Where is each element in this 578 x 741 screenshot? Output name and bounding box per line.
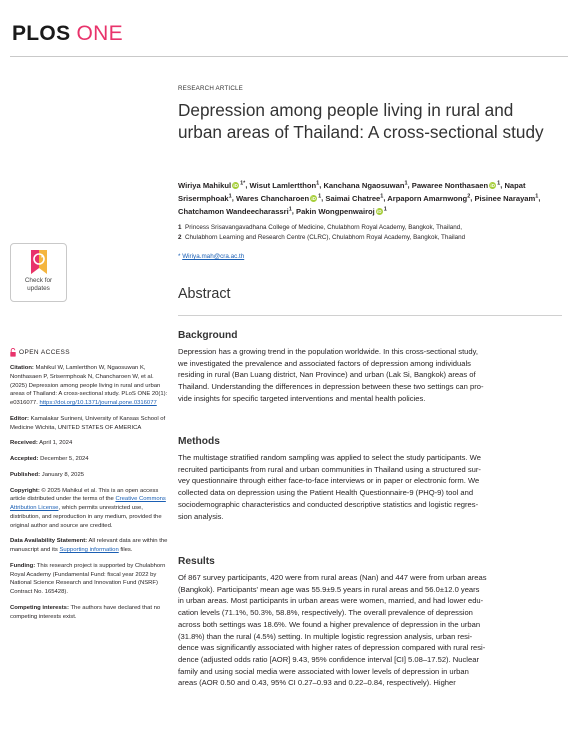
paragraph-line: vey questionnaire through either face-to-face interviews or in paper or electronic form. We [178, 476, 480, 486]
journal-logo-plos: PLOS [12, 22, 71, 45]
license-link[interactable]: Creative Commons Attribution License [10, 496, 166, 511]
affiliation-marker: 1 [316, 180, 320, 186]
header-divider [10, 56, 568, 57]
affiliation-marker: 1 [380, 193, 384, 200]
author-name[interactable]: Arpaporn Amarnwong$^2$ [387, 193, 471, 203]
author-name[interactable]: Napat Srisermphoak$^1$ [178, 180, 526, 203]
orcid-icon[interactable]: iD [377, 209, 382, 215]
bookmark-refresh-icon [28, 248, 50, 276]
affiliation-marker: 1 [240, 180, 244, 186]
paragraph-line: Depression has a growing trend in the population worldwide. In this cross-sectional study, [178, 347, 478, 356]
affiliation-marker: 1 [288, 206, 292, 213]
supporting-information-link[interactable]: Supporting information [59, 547, 119, 553]
background-paragraph [178, 346, 560, 405]
paragraph-line: dence (adjusted odds ratio [AOR] 9.43, 95% confidence interval [CI] 5.08–17.52). Nuclear [178, 654, 479, 664]
article-title: Depression among people living in rural and urban areas of Thailand: A cross-sectional study [178, 100, 544, 142]
open-lock-icon [10, 348, 16, 357]
author-name[interactable]: Pakin Wongpenwairoj iD $^1$ [296, 206, 387, 216]
affiliation-1: 1 Princess Srisavangavadhana College of Medicine, Chulabhorn Royal Academy, Bangkok, Thailand, [178, 224, 462, 231]
paragraph-line: sociodemographic characteristics and conducted descriptive statistics and logistic regres- [178, 499, 479, 509]
doi-link[interactable]: https://doi.org/10.1371/journal.pone.0316077 [39, 400, 157, 406]
results-paragraph [178, 572, 560, 689]
corresponding-mark: * [178, 253, 181, 260]
affiliation-marker: 1 [228, 193, 232, 200]
methods-paragraph [178, 452, 560, 522]
paragraph-line: cation levels (71.1%, 50.3%, 58.8%, respectively). The overall prevalence of depression [178, 608, 473, 618]
article-info-sidebar [10, 364, 168, 628]
copyright-block: Copyright: © 2025 Mahikul et al. This is an open access article distributed under the terms of the Creative Commons Attribution License, which permits unrestricted use, distribution, and reproduction in any medium, provided the original author and source are credited. [10, 487, 166, 529]
author-name[interactable]: Wiriya Mahikul iD $^{1*}$ [178, 180, 246, 190]
author-name[interactable]: Pisinee Narayam$^1$ [474, 193, 539, 203]
published-date: Published: January 8, 2025 [10, 471, 84, 478]
paragraph-line: recruited participants from rural and urban communities in Thailand using a structured sur- [178, 464, 481, 474]
author-list: Wiriya Mahikul iD $^{1*}$, Wisut Lamlertthon$^1$, Kanchana Ngaosuwan$^1$, Pawaree Nonthasaen iD $^1$, Napat Srisermphoak$^1$, Wares Chancharoen iD $^1$, Saimai Chatree$^1$, Arpaporn Amarnwong$^2$, Pisinee Narayam$^1$, Chatchamon Wandeecharassri$^1$, Pakin Wongpenwairoj iD $^1$ [178, 180, 541, 216]
paragraph-line: (31.8%) than the rural (4.5%) setting. In multiple logistic regression analysis, urban resi- [178, 631, 473, 641]
open-access-label: OPEN ACCESS [10, 348, 70, 357]
orcid-icon[interactable]: iD [311, 196, 316, 202]
affiliation-2: 2 Chulabhorn Learning and Research Centre (CLRC), Chulabhorn Royal Academy, Bangkok, Thailand [178, 233, 466, 241]
paragraph-line: we investigated the prevalence and associated factors of depression among individuals [178, 358, 471, 368]
author-name[interactable]: Kanchana Ngaosuwan$^1$ [323, 180, 408, 190]
paragraph-line: family and using social media were associated with lower levels of depression in urban [178, 666, 469, 676]
background-heading: Background [178, 330, 238, 341]
orcid-icon[interactable]: iD [233, 183, 238, 189]
journal-logo-one: ONE [76, 22, 123, 45]
author-name[interactable]: Pawaree Nonthasaen iD $^1$ [411, 180, 501, 190]
affiliation-marker: 1 [318, 193, 322, 200]
editor-block: Editor: Kamalakar Surineni, University of Kansas School of Medicine Wichita, UNITED STATES OF AMERICA [10, 415, 166, 431]
email-link[interactable]: Wiriya.mah@cra.ac.th [182, 253, 245, 260]
paragraph-line: collected data on depression using the Patient Health Questionnaire-9 (PHQ-9) tool and [178, 488, 474, 498]
affiliation-marker: 1 [404, 180, 408, 186]
paragraph-line: areas (AOR 0.50 and 0.43, 95% CI 0.27–0.93 and 0.22–0.84, respectively). Higher [178, 678, 456, 688]
abstract-divider [178, 315, 562, 316]
results-heading: Results [178, 556, 215, 567]
affiliations [178, 223, 465, 242]
accepted-date: Accepted: December 5, 2024 [10, 456, 89, 462]
author-name[interactable]: Wares Chancharoen iD $^1$ [235, 193, 322, 203]
methods-heading: Methods [178, 436, 220, 447]
paragraph-line: dence was significantly associated with higher rates of depression compared with rural resi- [178, 643, 486, 653]
affiliation-marker: 1 [497, 180, 501, 186]
corresponding-marker: * [243, 180, 246, 186]
paragraph-line: Thailand. Understanding the differences in depression between these two settings can pro- [178, 382, 484, 392]
paragraph-line: Of 867 survey participants, 420 were from rural areas (Nan) and 447 were from urban areas [178, 573, 487, 582]
corresponding-email[interactable] [178, 253, 244, 260]
abstract-heading: Abstract [178, 286, 231, 302]
paragraph-line: across both settings was 18.6%. We found a higher prevalence of depression in the urban [178, 619, 481, 629]
orcid-icon[interactable]: iD [490, 183, 495, 189]
journal-logo[interactable] [12, 22, 123, 46]
paragraph-line: (Bangkok). Participants' mean age was 55.9±9.5 years in rural areas and 56.0±12.0 years [178, 584, 480, 594]
paragraph-line: in urban areas. Most participants in urban areas were women, married, and had lower edu- [178, 596, 484, 606]
author-name[interactable]: Chatchamon Wandeecharassri$^1$ [178, 206, 292, 216]
paragraph-line: The multistage stratified random sampling was applied to select the study participants. We [178, 453, 481, 462]
citation-block: Citation: Mahikul W, Lamlertthon W, Ngaosuwan K, Nonthasaen P, Srisermphoak N, Chancharoen W, et al. (2025) Depression among people living in rural and urban areas of Thailand: A cross-sectional study. PLoS ONE 20(1): e0316077. https://doi.org/10.1371/journal.pone.0316077 [10, 365, 168, 406]
check-for-updates-label: Check for updates [24, 277, 53, 292]
affiliation-marker: 1 [535, 193, 539, 200]
affiliation-marker: 2 [467, 193, 471, 200]
paragraph-line: sion analysis. [178, 511, 224, 521]
paragraph-line: vide insights for specific targeted interventions and mental health policies. [178, 393, 426, 403]
data-availability-block: Data Availability Statement: All relevant data are within the manuscript and its Supporting information files. [10, 538, 168, 553]
competing-interests-block: Competing interests: The authors have declared that no competing interests exist. [10, 604, 161, 620]
received-date: Received: April 1, 2024 [10, 440, 73, 447]
affiliation-marker: 1 [383, 206, 387, 213]
funding-block: Funding: This research project is supported by Chulabhorn Royal Academy (Fundamental Fund: fiscal year 2022 by National Science Research and Innovation Fund (NSRF) Contract No. 165428). [10, 562, 166, 595]
check-for-updates-badge[interactable] [10, 243, 67, 302]
author-name[interactable]: Saimai Chatree$^1$ [325, 193, 384, 203]
paragraph-line: residing in rural (Ban Luang district, Nan Province) and urban (Lak Si, Bangkok) areas of [178, 370, 476, 380]
author-name[interactable]: Wisut Lamlertthon$^1$ [249, 180, 320, 190]
article-type: RESEARCH ARTICLE [178, 85, 243, 92]
